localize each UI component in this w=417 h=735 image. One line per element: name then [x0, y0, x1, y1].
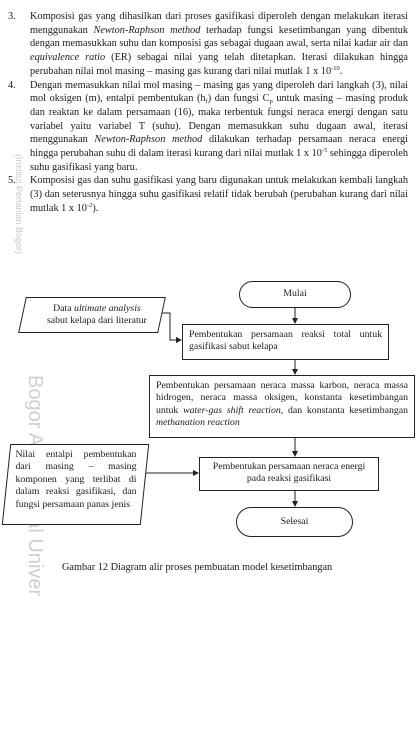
step3-label: Pembentukan persamaan neraca energi pada reaksi gasifikasi	[212, 461, 366, 485]
text-run: dan konstanta kesetimbangan	[283, 404, 408, 416]
superscript: -2	[86, 201, 93, 209]
italic-term: equivalence ratio	[30, 52, 106, 64]
text-run: sehingga diperoleh suhu gasifikasi yang baru.	[30, 148, 409, 173]
figure-caption: Gambar 12 Diagram alir proses pembuatan model kesetimbangan	[62, 562, 333, 573]
text-run: sabut kelapa dari literatur	[46, 315, 147, 327]
step-reaction-box	[182, 324, 389, 360]
arrow-data-to-step1	[162, 313, 181, 340]
subscript: p	[269, 98, 273, 106]
italic-term: water-gas shift reaction,	[183, 404, 284, 416]
text-run: .	[339, 65, 343, 77]
start-label: Mulai	[283, 288, 307, 300]
text-run: Komposisi gas yang dihasilkan dari proses gasifikasi diperoleh dengan melakukan iterasi menggunakan	[30, 11, 408, 36]
superscript: -10	[331, 64, 340, 72]
italic-term: Newton-Raphson method	[94, 134, 203, 146]
italic-term: methanation reaction	[156, 417, 240, 429]
italic-term: ultimate analysis	[74, 303, 141, 314]
text-run: untuk masing – masing produk dan reaktan ke dalam persamaan (16), maka terbentuk fungsi neraca energi dengan satu variabel yaitu variabel T (suhu). Dengan memasukkan suhu dugaan awal, iterasi menggunakan	[30, 93, 408, 146]
step1-label: Pembentukan persamaan reaksi total untuk gasifikasi sabut kelapa	[189, 329, 382, 353]
input-data-parallelogram	[18, 297, 166, 333]
list-number: 3.	[8, 11, 16, 22]
input-data-text	[39, 303, 155, 328]
text-run: ).	[92, 202, 99, 214]
text-run: terhadap fungsi kesetimbangan yang dibentuk dengan memasukkan suhu dan komposisi gas sebagai dugaan awal, serta nilai kadar air dan	[30, 24, 409, 50]
subscript: f	[205, 98, 208, 106]
start-terminal	[239, 281, 351, 308]
end-terminal	[236, 507, 353, 537]
end-label: Selesai	[280, 515, 309, 527]
input-enthalpy-parallelogram	[2, 444, 150, 525]
superscript: -5	[321, 147, 328, 155]
input-enthalpy-text: Nilai entalpi pembentukan dari masing – masing komponen yang terlibat di dalam reaksi gasifikasi, dan fungsi persamaan panas jenis	[15, 449, 137, 510]
text-run: (ER) sebagai nilai yang telah ditetapkan. Iterasi dilakukan hingga perubahan nilai mol masing – masing gas kurang dari nilai mutlak 1 x 10	[30, 52, 408, 77]
watermark-top-text: (Institut Pertanian Bogor)	[14, 154, 24, 255]
italic-term: Newton-Raphson method	[93, 24, 201, 36]
text-run: Komposisi gas dan suhu gasifikasi yang baru digunakan untuk melakukan kembali langkah (3) dan seterusnya hingga suhu gasifikasi relatif tidak berubah (perubahan kurang dari nilai mutlak 1 x 10	[30, 175, 408, 214]
text-run: Data	[53, 303, 75, 314]
step-balance-box	[149, 375, 415, 438]
text-run: ) dan fungsi C	[207, 93, 270, 105]
text-run: Dengan memasukkan nilai mol masing – masing gas yang diperoleh dari langkah (3), nilai mol oksigen (m), entalpi pembentukan (h	[30, 79, 408, 105]
list-number: 5.	[8, 175, 16, 187]
text-run: dilakukan terhadap persamaan neraca energi hingga perubahan suhu di dalam iterasi kurang dari nilai mutlak 1 x 10	[30, 134, 408, 160]
step-energy-box	[199, 457, 379, 491]
list-number: 4.	[8, 79, 16, 91]
text-run: Pembentukan persamaan neraca massa karbon, neraca massa hidrogen, neraca massa oksigen, konstanta kesetimbangan untuk	[156, 380, 408, 416]
